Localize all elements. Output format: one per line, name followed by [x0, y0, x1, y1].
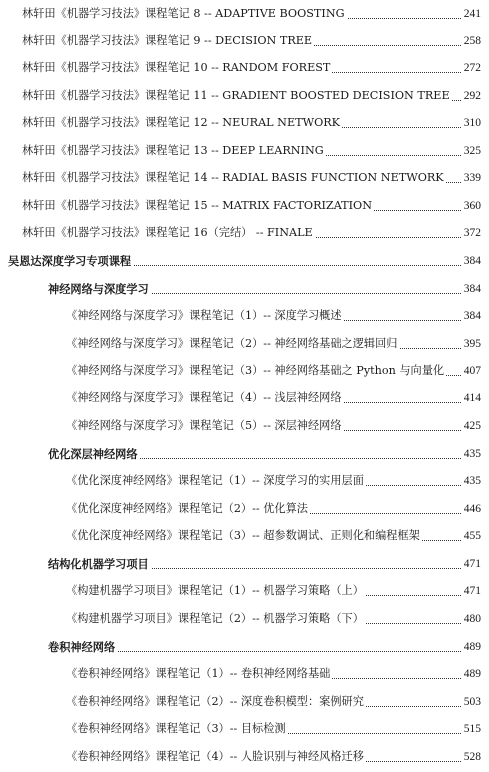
toc-entry-title: 《构建机器学习项目》课程笔记（2）-- 机器学习策略（下） [66, 609, 366, 629]
toc-entry[interactable] [0, 306, 489, 326]
toc-entry-title: 林轩田《机器学习技法》课程笔记 10 -- RANDOM FOREST [22, 58, 332, 78]
toc-entry-page-number: 241 [462, 4, 481, 24]
toc-entry-title: 《构建机器学习项目》课程笔记（1）-- 机器学习策略（上） [66, 581, 366, 601]
toc-entry-page-number: 292 [462, 86, 481, 106]
toc-entry-title: 《卷积神经网络》课程笔记（1）-- 卷积神经网络基础 [66, 664, 332, 684]
toc-entry[interactable] [0, 113, 489, 133]
toc-entry-page-number: 272 [462, 58, 481, 78]
toc-entry-title: 林轩田《机器学习技法》课程笔记 13 -- DEEP LEARNING [22, 141, 326, 161]
toc-entry-page-number: 471 [462, 581, 481, 601]
toc-entry-title: 《卷积神经网络》课程笔记（2）-- 深度卷积模型：案例研究 [66, 692, 366, 712]
toc-entry-page-number: 446 [462, 499, 481, 519]
toc-entry-page-number: 310 [462, 113, 481, 133]
toc-entry-title: 《优化深度神经网络》课程笔记（3）-- 超参数调试、正则化和编程框架 [66, 526, 422, 546]
toc-entry-title: 优化深层神经网络 [48, 444, 140, 464]
toc-entry[interactable] [0, 747, 489, 767]
toc-entry-page-number: 425 [462, 416, 481, 436]
toc-entry-title: 《优化深度神经网络》课程笔记（2）-- 优化算法 [66, 499, 310, 519]
toc-entry[interactable] [0, 664, 489, 684]
toc-entry-page-number: 384 [462, 306, 481, 326]
toc-entry-title: 林轩田《机器学习技法》课程笔记 9 -- DECISION TREE [22, 31, 314, 51]
toc-entry[interactable] [0, 526, 489, 546]
toc-entry-title: 卷积神经网络 [48, 637, 117, 657]
toc-entry[interactable] [0, 416, 489, 436]
toc-entry-page-number: 414 [462, 388, 481, 408]
toc-entry-title: 林轩田《机器学习技法》课程笔记 15 -- MATRIX FACTORIZATION [22, 196, 374, 216]
toc-entry-page-number: 471 [462, 554, 481, 574]
toc-entry-page-number: 384 [462, 251, 481, 271]
toc-entry-page-number: 503 [462, 692, 481, 712]
toc-entry-page-number: 395 [462, 334, 481, 354]
toc-entry-title: 神经网络与深度学习 [48, 279, 151, 299]
toc-entry[interactable] [0, 334, 489, 354]
toc-entry-title: 《卷积神经网络》课程笔记（4）-- 人脸识别与神经风格迁移 [66, 747, 366, 767]
toc-entry-page-number: 515 [462, 719, 481, 739]
toc-entry[interactable] [0, 223, 489, 243]
toc-entry[interactable] [0, 554, 489, 574]
toc-entry-page-number: 384 [462, 279, 481, 299]
toc-entry-page-number: 258 [462, 31, 481, 51]
toc-entry-page-number: 339 [462, 168, 481, 188]
toc-entry-title: 《神经网络与深度学习》课程笔记（4）-- 浅层神经网络 [66, 388, 344, 408]
toc-entry[interactable] [0, 86, 489, 106]
toc-entry-title: 林轩田《机器学习技法》课程笔记 16（完结） -- FINALE [22, 223, 315, 243]
toc-entry-page-number: 528 [462, 747, 481, 767]
toc-entry-title: 《神经网络与深度学习》课程笔记（3）-- 神经网络基础之 Python 与向量化 [66, 361, 446, 381]
toc-entry-title: 《卷积神经网络》课程笔记（3）-- 目标检测 [66, 719, 288, 739]
toc-entry[interactable] [0, 141, 489, 161]
toc-entry-title: 《神经网络与深度学习》课程笔记（1）-- 深度学习概述 [66, 306, 344, 326]
toc-entry[interactable] [0, 279, 489, 299]
toc-entry-page-number: 360 [462, 196, 481, 216]
toc-entry-page-number: 435 [462, 444, 481, 464]
toc-entry[interactable] [0, 637, 489, 657]
toc-entry-title: 林轩田《机器学习技法》课程笔记 14 -- RADIAL BASIS FUNCTION NETWORK [22, 168, 446, 188]
toc-entry-title: 林轩田《机器学习技法》课程笔记 8 -- ADAPTIVE BOOSTING [22, 4, 347, 24]
toc-entry-title: 吴恩达深度学习专项课程 [8, 251, 133, 271]
toc-entry-title: 结构化机器学习项目 [48, 554, 151, 574]
toc-entry-title: 《神经网络与深度学习》课程笔记（2）-- 神经网络基础之逻辑回归 [66, 334, 400, 354]
toc-entry-page-number: 325 [462, 141, 481, 161]
toc-entry[interactable] [0, 168, 489, 188]
toc-entry-page-number: 372 [462, 223, 481, 243]
toc-entry[interactable] [0, 361, 489, 381]
toc-entry[interactable] [0, 4, 489, 24]
toc-entry-title: 《神经网络与深度学习》课程笔记（5）-- 深层神经网络 [66, 416, 344, 436]
toc-entry[interactable] [0, 499, 489, 519]
toc-entry[interactable] [0, 609, 489, 629]
toc-entry[interactable] [0, 196, 489, 216]
toc-entry-page-number: 455 [462, 526, 481, 546]
toc-entry[interactable] [0, 388, 489, 408]
toc-entry[interactable] [0, 251, 489, 271]
toc-entry[interactable] [0, 692, 489, 712]
toc-entry-page-number: 489 [462, 664, 481, 684]
toc-entry-title: 林轩田《机器学习技法》课程笔记 11 -- GRADIENT BOOSTED DECISION TREE [22, 86, 452, 106]
toc-entry-page-number: 489 [462, 637, 481, 657]
toc-entry-title: 林轩田《机器学习技法》课程笔记 12 -- NEURAL NETWORK [22, 113, 342, 133]
toc-entry[interactable] [0, 581, 489, 601]
toc-entry-title: 《优化深度神经网络》课程笔记（1）-- 深度学习的实用层面 [66, 471, 366, 491]
toc-entry-page-number: 407 [462, 361, 481, 381]
toc-entry[interactable] [0, 444, 489, 464]
toc-entry[interactable] [0, 58, 489, 78]
toc-entry-page-number: 480 [462, 609, 481, 629]
toc-entry-page-number: 435 [462, 471, 481, 491]
toc-entry[interactable] [0, 719, 489, 739]
toc-entry[interactable] [0, 31, 489, 51]
toc-entry[interactable] [0, 471, 489, 491]
